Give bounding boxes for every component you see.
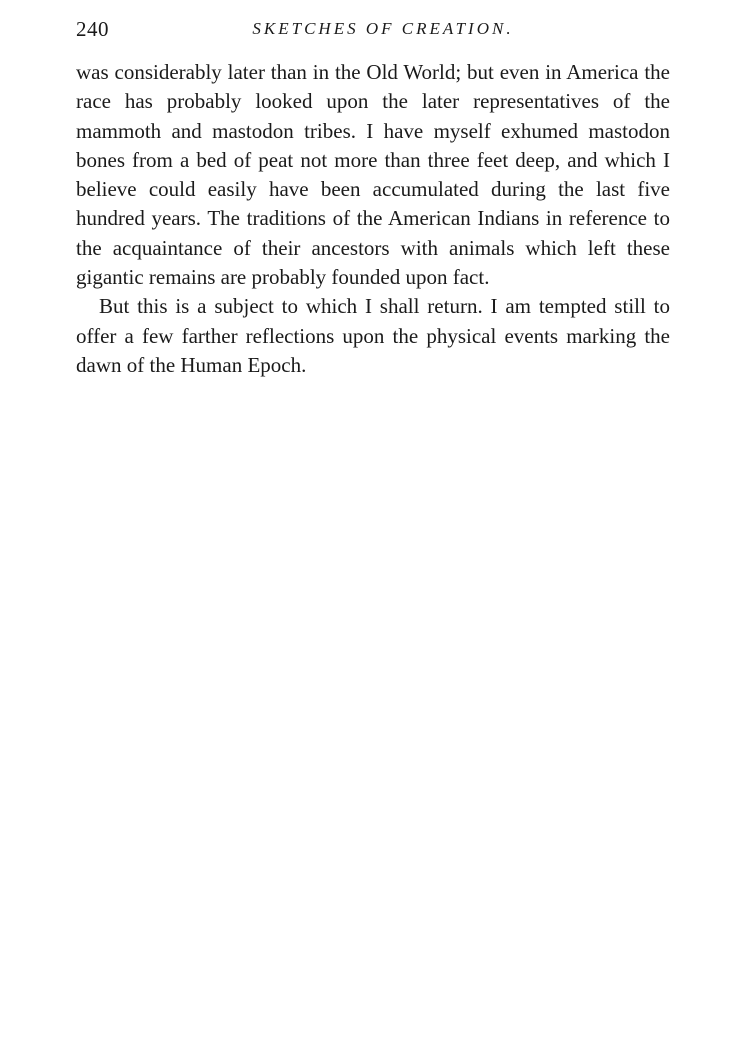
paragraph-continued: was considerably later than in the Old World; but even in America the race has probably looked upon the later representatives of the mammoth and mastodon tribes. I have myself exhumed mastodon bones from a bed of peat not more than three feet deep, and which I believe could easily have been accumulated during the last five hundred years. The traditions of the American Indians in reference to the acquaintance of their ancestors with animals which left these gigantic remains are probably founded upon fact. [76,60,670,290]
running-title: SKETCHES OF CREATION. [252,19,514,38]
paragraph: But this is a subject to which I shall return. I am tempted still to offer a few farther reflections upon the physical events marking the dawn of the Human Epoch. [76,294,670,377]
body-text [76,58,670,380]
running-head [76,14,670,44]
page-number: 240 [76,17,109,41]
